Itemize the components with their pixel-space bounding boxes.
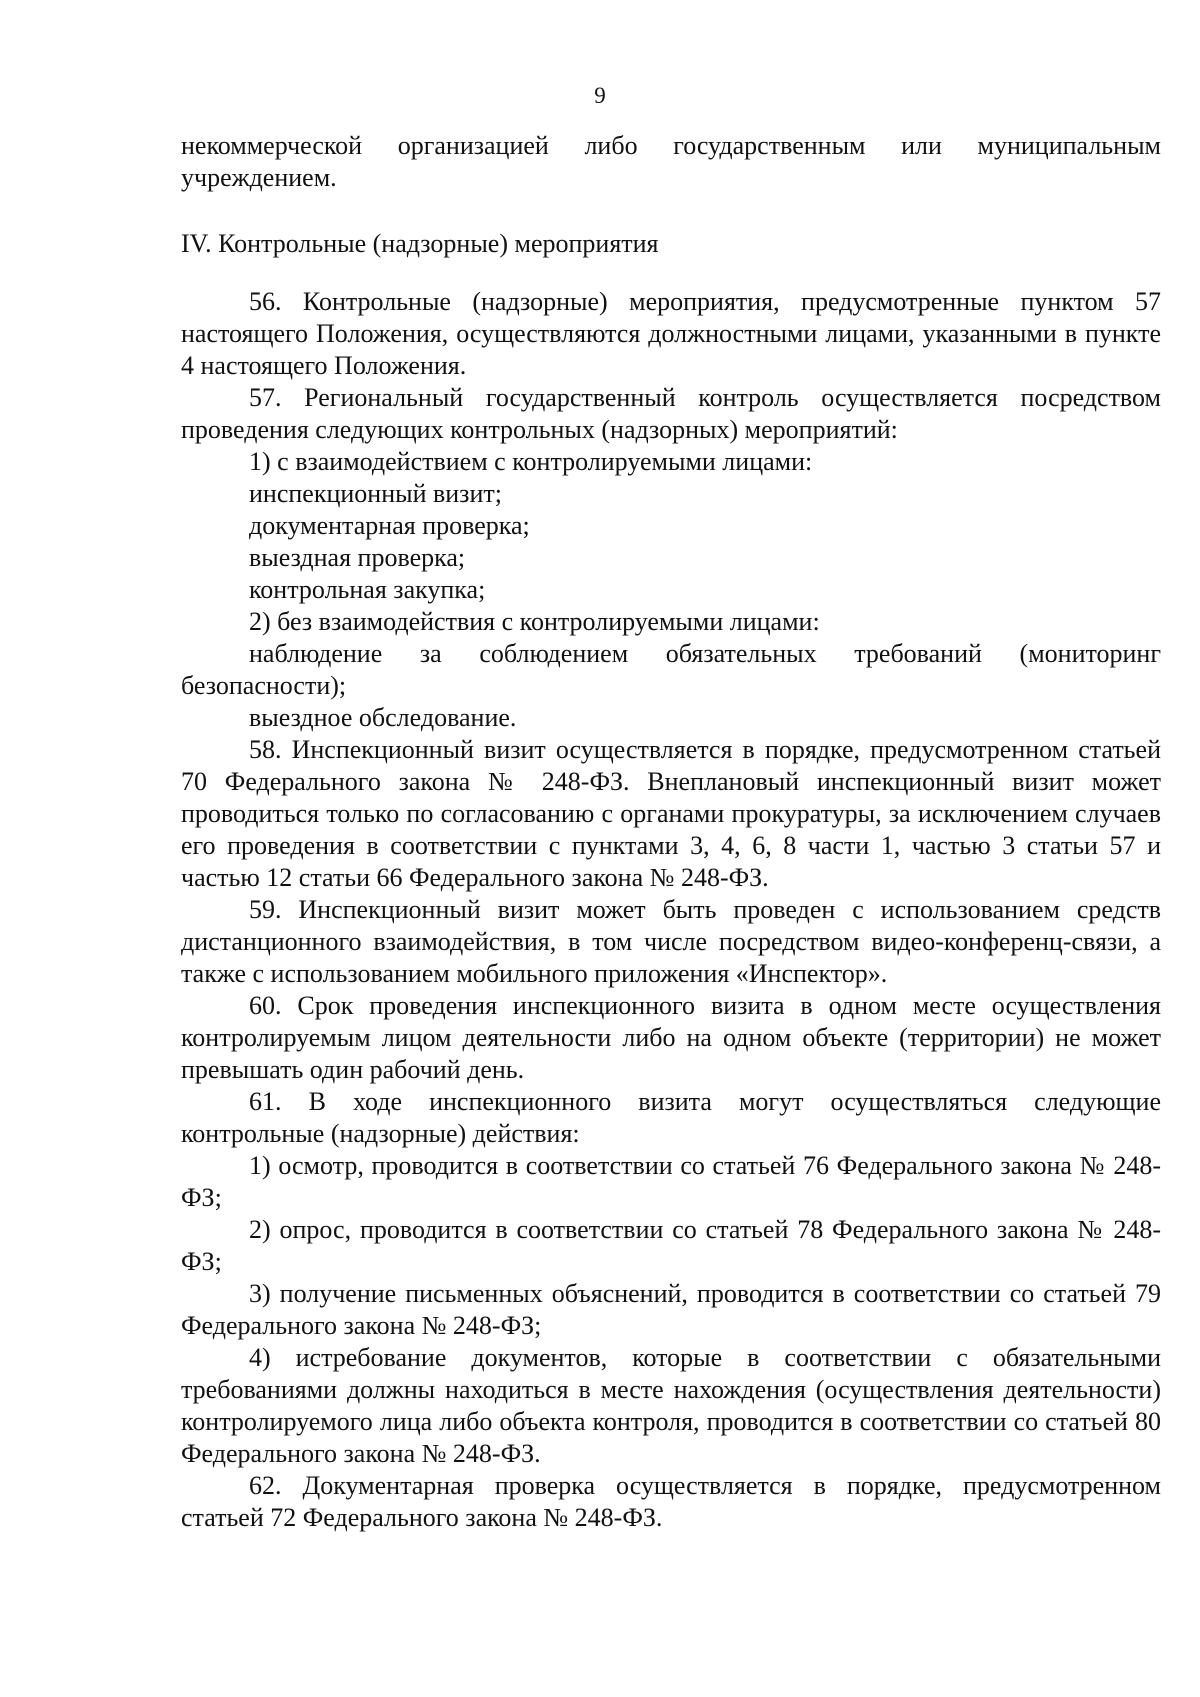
- list-item: 1) с взаимодействием с контролируемыми лицами:: [249, 447, 813, 476]
- list-item: 2) опрос, проводится в соответствии со статьей 78 Федерального закона № 248-ФЗ;: [181, 1215, 1161, 1276]
- paragraph-58: 58. Инспекционный визит осуществляется в порядке, предусмотренном статьей 70 Федерального закона № 248-ФЗ. Внеплановый инспекционный визит может проводиться только по согласованию с органами прокуратуры, за исключением случаев его проведения в соответствии с пунктами 3, 4, 6, 8 части 1, частью 3 статьи 57 и частью 12 статьи 66 Федерального закона № 248-ФЗ.: [181, 735, 1161, 892]
- list-item: 1) осмотр, проводится в соответствии со статьей 76 Федерального закона № 248-ФЗ;: [181, 1151, 1161, 1212]
- list-item: 2) без взаимодействия с контролируемыми лицами:: [249, 607, 820, 636]
- paragraph-59: 59. Инспекционный визит может быть проведен с использованием средств дистанционного взаимодействия, в том числе посредством видео-конференц-связи, а также с использованием мобильного приложения «Инспектор».: [181, 895, 1161, 988]
- page-number: 9: [594, 83, 606, 108]
- list-item: 4) истребование документов, которые в соответствии с обязательными требованиями должны находиться в месте нахождения (осуществления деятельности) контролируемого лица либо объекта контроля, проводится в соответствии со статьей 80 Федерального закона № 248-ФЗ.: [181, 1343, 1161, 1468]
- list-item: выездная проверка;: [249, 543, 466, 572]
- document-body: [181, 130, 1161, 1534]
- paragraph-61: 61. В ходе инспекционного визита могут осуществляться следующие контрольные (надзорные) действия:: [181, 1087, 1161, 1148]
- list-item: контрольная закупка;: [249, 575, 486, 604]
- list-item: наблюдение за соблюдением обязательных требований (мониторинг безопасности);: [181, 639, 1161, 700]
- paragraph-57: 57. Региональный государственный контроль осуществляется посредством проведения следующих контрольных (надзорных) мероприятий:: [181, 383, 1161, 444]
- list-item: 3) получение письменных объяснений, проводится в соответствии со статьей 79 Федерального закона № 248-ФЗ;: [181, 1279, 1161, 1340]
- list-item: инспекционный визит;: [249, 479, 502, 508]
- paragraph-56: 56. Контрольные (надзорные) мероприятия, предусмотренные пунктом 57 настоящего Положения, осуществляются должностными лицами, указанными в пункте 4 настоящего Положения.: [181, 287, 1161, 380]
- list-item: документарная проверка;: [249, 511, 530, 540]
- section-heading: IV. Контрольные (надзорные) мероприятия: [181, 229, 659, 258]
- continuation-paragraph: некоммерческой организацией либо государственным или муниципальным учреждением.: [181, 131, 1161, 192]
- list-item: выездное обследование.: [249, 703, 517, 732]
- paragraph-60: 60. Срок проведения инспекционного визита в одном месте осуществления контролируемым лицом деятельности либо на одном объекте (территории) не может превышать один рабочий день.: [181, 991, 1161, 1084]
- paragraph-62: 62. Документарная проверка осуществляется в порядке, предусмотренном статьей 72 Федерального закона № 248-ФЗ.: [181, 1471, 1161, 1532]
